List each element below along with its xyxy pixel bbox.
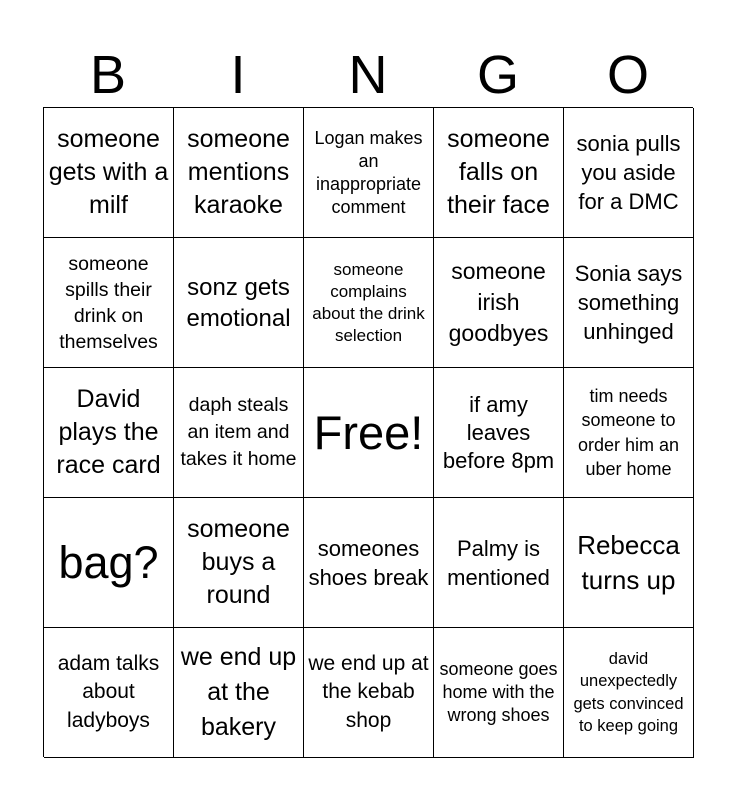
cell-text: tim needs someone to order him an uber home (577, 385, 680, 479)
cell-text: someone mentions karaoke (187, 125, 290, 219)
cell-text: sonia pulls you aside for a DMC (576, 131, 681, 214)
cell-text: david unexpectedly gets convinced to keep going (573, 649, 684, 735)
bingo-cell[interactable] (44, 238, 174, 368)
cell-text: we end up at the bakery (180, 643, 297, 741)
cell-text: someone spills their drink on themselves (59, 252, 158, 353)
cell-text: Logan makes an inappropriate comment (314, 127, 423, 217)
bingo-cell[interactable] (564, 498, 694, 628)
header-letter-b: B (89, 45, 127, 105)
bingo-cell[interactable] (174, 108, 304, 238)
bingo-cell[interactable] (304, 628, 434, 758)
bingo-cell[interactable] (44, 368, 174, 498)
free-space-text: Free! (313, 405, 424, 459)
bingo-cell[interactable] (304, 108, 434, 238)
bingo-cell[interactable] (44, 628, 174, 758)
cell-text: Rebecca turns up (577, 529, 680, 595)
bingo-cell[interactable] (174, 238, 304, 368)
bingo-cell[interactable] (434, 368, 564, 498)
bingo-cell[interactable] (434, 628, 564, 758)
bingo-cell-free[interactable] (304, 368, 434, 498)
cell-text: David plays the race card (56, 385, 161, 479)
cell-text: someone goes home with the wrong shoes (439, 659, 558, 725)
cell-text: someone irish goodbyes (448, 258, 549, 346)
bingo-cell[interactable] (44, 108, 174, 238)
header-letter-n: N (348, 45, 388, 105)
cell-text: someones shoes break (308, 535, 429, 590)
cell-text: daph steals an item and takes it home (180, 394, 297, 470)
bingo-cell[interactable] (434, 108, 564, 238)
cell-text: adam talks about ladyboys (57, 651, 160, 732)
bingo-cell[interactable] (174, 498, 304, 628)
bingo-cell[interactable] (304, 498, 434, 628)
bingo-cell[interactable] (564, 108, 694, 238)
bingo-cell[interactable] (564, 628, 694, 758)
cell-text: someone falls on their face (447, 125, 550, 219)
cell-text: if amy leaves before 8pm (442, 391, 555, 473)
cell-text: someone buys a round (187, 515, 290, 609)
cell-text: Palmy is mentioned (447, 535, 550, 590)
bingo-cell[interactable] (564, 238, 694, 368)
header-letter-g: G (476, 45, 519, 105)
cell-text: bag? (58, 536, 159, 588)
cell-text: Sonia says something unhinged (574, 261, 683, 344)
bingo-cell[interactable] (174, 628, 304, 758)
bingo-grid (43, 107, 693, 757)
cell-text: we end up at the kebab shop (308, 651, 429, 732)
bingo-header (43, 44, 693, 106)
bingo-cell[interactable] (434, 498, 564, 628)
bingo-cell[interactable] (44, 498, 174, 628)
bingo-cell[interactable] (434, 238, 564, 368)
cell-text: sonz gets emotional (186, 273, 291, 332)
header-letter-o: O (606, 45, 649, 105)
header-letter-i: I (230, 45, 246, 105)
bingo-cell[interactable] (304, 238, 434, 368)
bingo-cell[interactable] (564, 368, 694, 498)
bingo-cell[interactable] (174, 368, 304, 498)
cell-text: someone gets with a milf (48, 125, 169, 219)
cell-text: someone complains about the drink selection (312, 259, 425, 345)
